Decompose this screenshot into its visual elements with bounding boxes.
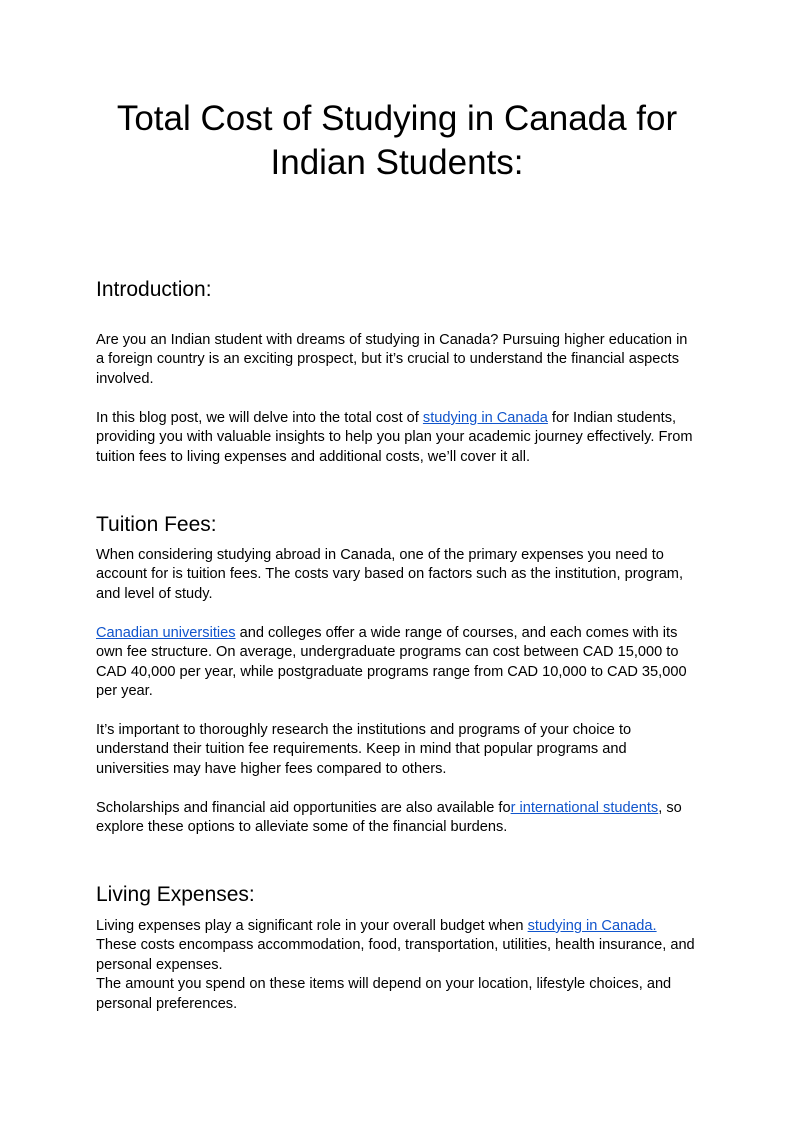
title-line-1: Total Cost of Studying in Canada for (116, 99, 678, 138)
tuition-paragraph-2 (96, 624, 700, 702)
text-line: Are you an Indian student with dreams of studying in Canada? Pursuing higher education in (96, 332, 688, 348)
tuition-paragraph-3 (96, 721, 700, 779)
introduction-paragraph-1 (96, 331, 700, 389)
text-line: per year. (96, 683, 153, 700)
living-expenses-heading: Living Expenses: (96, 883, 255, 906)
text-line: a foreign country is an exciting prospect, but it’s crucial to understand the financial aspects (96, 351, 679, 368)
text-line: When considering studying abroad in Canada, one of the primary expenses you need to (96, 547, 664, 563)
title-line-2: Indian Students: (270, 143, 524, 182)
text-line: personal preferences. (96, 995, 238, 1012)
text-line: tuition fees to living expenses and additional costs, we’ll cover it all. (96, 448, 530, 465)
text-run: for Indian students, (547, 410, 677, 426)
text-run: In this blog post, we will delve into the total cost of (96, 410, 423, 426)
text-line (96, 409, 700, 428)
text-line: and level of study. (96, 585, 213, 602)
text-line: involved. (96, 370, 154, 387)
text-line: providing you with valuable insights to help you plan your academic journey effectively. From (96, 429, 693, 446)
studying-in-canada-link-2[interactable]: studying in Canada. (527, 918, 657, 934)
text-line: explore these options to alleviate some of the financial burdens. (96, 819, 508, 836)
text-line: understand their tuition fee requirements. Keep in mind that popular programs and (96, 741, 627, 758)
tuition-paragraph-4 (96, 799, 700, 838)
text-line: universities may have higher fees compared to others. (96, 760, 447, 777)
studying-in-canada-link[interactable]: studying in Canada (422, 410, 548, 426)
page-title (96, 97, 698, 185)
international-students-link[interactable]: r international students (510, 800, 659, 816)
text-line: account for is tuition fees. The costs vary based on factors such as the institution, program, (96, 566, 684, 583)
living-paragraph-1 (96, 917, 700, 1014)
text-line (96, 917, 700, 936)
text-line: CAD 40,000 per year, while postgraduate programs range from CAD 10,000 to CAD 35,000 (96, 663, 687, 680)
text-line (96, 799, 700, 818)
text-run: Living expenses play a significant role in your overall budget when (96, 918, 528, 934)
text-line: The amount you spend on these items will depend on your location, lifestyle choices, and (96, 976, 672, 993)
text-run: Scholarships and financial aid opportunities are also available fo (96, 800, 511, 816)
introduction-heading: Introduction: (96, 278, 212, 301)
tuition-fees-heading: Tuition Fees: (96, 513, 217, 536)
text-line: These costs encompass accommodation, food, transportation, utilities, health insurance, and (96, 937, 695, 954)
text-run: and colleges offer a wide range of courses, and each comes with its (235, 625, 678, 641)
text-line: own fee structure. On average, undergraduate programs can cost between CAD 15,000 to (96, 644, 679, 661)
text-line: personal expenses. (96, 956, 223, 973)
canadian-universities-link[interactable]: Canadian universities (96, 625, 236, 641)
tuition-paragraph-1 (96, 546, 700, 604)
text-line (96, 624, 700, 643)
introduction-paragraph-2 (96, 409, 700, 467)
text-line: It’s important to thoroughly research the institutions and programs of your choice to (96, 722, 632, 738)
text-run: , so (658, 800, 682, 816)
